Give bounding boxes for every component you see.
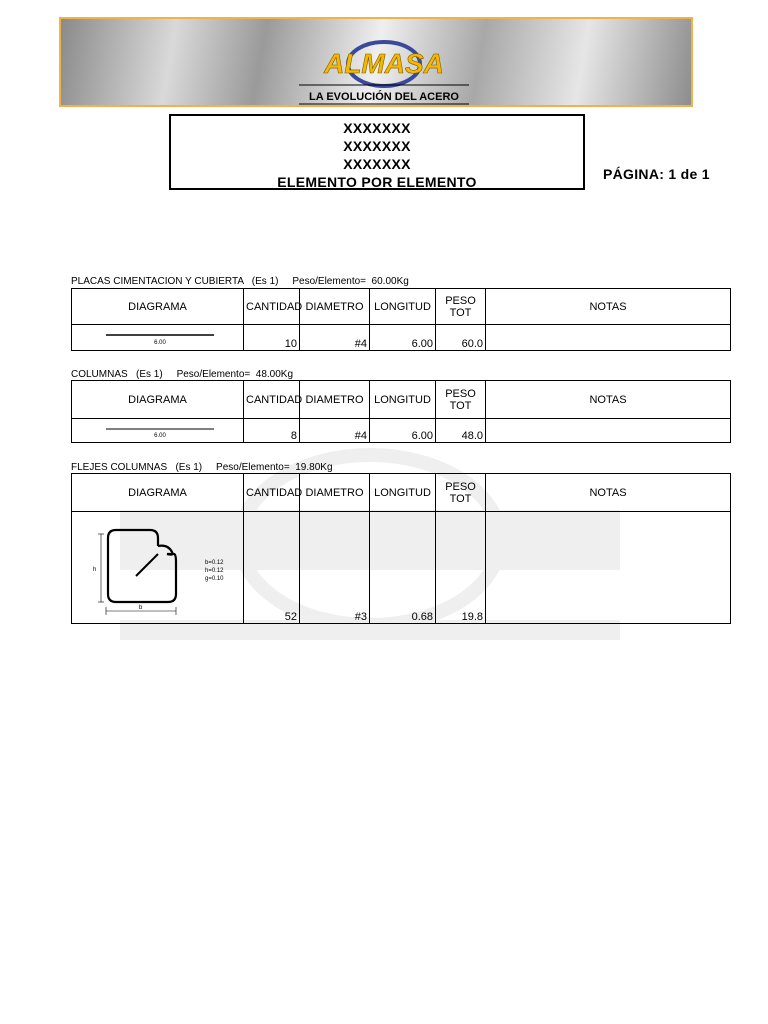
title-line-2: XXXXXXX (343, 138, 411, 154)
col-header-notas: NOTAS (486, 289, 731, 325)
cell-cantidad: 8 (244, 419, 300, 443)
cell-longitud: 0.68 (370, 512, 436, 624)
col-header-longitud: LONGITUD (370, 381, 436, 419)
straight-bar-drawing (74, 325, 246, 347)
dim-b: b=0.12 (205, 560, 224, 566)
cell-notas (486, 419, 731, 443)
stirrup-diagram (72, 512, 244, 624)
col-header-peso: PESO TOT (436, 474, 486, 512)
col-header-peso: PESO TOT (436, 381, 486, 419)
table-row (72, 512, 731, 624)
dim-h: h=0.12 (205, 568, 224, 574)
title-line-4: ELEMENTO POR ELEMENTO (277, 174, 477, 190)
cell-notas (486, 325, 731, 351)
cell-peso: 60.0 (436, 325, 486, 351)
cell-diametro: #4 (300, 325, 370, 351)
stirrup-drawing (72, 512, 248, 620)
bar-length-label: 6.00 (154, 340, 166, 346)
col-header-notas: NOTAS (486, 381, 731, 419)
dim-g: g=0.10 (205, 576, 224, 582)
title-line-1: XXXXXXX (343, 120, 411, 136)
col-header-longitud: LONGITUD (370, 289, 436, 325)
cell-notas (486, 512, 731, 624)
page-number: PÁGINA: 1 de 1 (603, 166, 710, 182)
table-row (72, 325, 731, 351)
cell-longitud: 6.00 (370, 419, 436, 443)
section-title-placas: PLACAS CIMENTACION Y CUBIERTA (Es 1) Peso/Elemento= 60.00Kg (71, 276, 409, 287)
bar-length-label: 6.00 (154, 433, 166, 439)
cell-diametro: #4 (300, 419, 370, 443)
col-header-longitud: LONGITUD (370, 474, 436, 512)
table-row (72, 419, 731, 443)
bar-diagram (72, 325, 244, 351)
col-header-cantidad: CANTIDAD (244, 381, 300, 419)
table-placas (71, 288, 731, 351)
cell-peso: 19.8 (436, 512, 486, 624)
bar-diagram (72, 419, 244, 443)
col-header-cantidad: CANTIDAD (244, 474, 300, 512)
header-banner (59, 17, 693, 107)
straight-bar-drawing (74, 419, 246, 439)
col-header-diagrama: DIAGRAMA (72, 381, 244, 419)
table-columnas (71, 380, 731, 443)
cell-cantidad: 52 (244, 512, 300, 624)
almasa-logo (299, 37, 469, 107)
logo-tagline: LA EVOLUCIÓN DEL ACERO (309, 91, 459, 103)
col-header-cantidad: CANTIDAD (244, 289, 300, 325)
col-header-diagrama: DIAGRAMA (72, 474, 244, 512)
cell-peso: 48.0 (436, 419, 486, 443)
cell-cantidad: 10 (244, 325, 300, 351)
table-flejes (71, 473, 731, 624)
cell-diametro: #3 (300, 512, 370, 624)
logo-text: ALMASA (324, 48, 444, 79)
col-header-notas: NOTAS (486, 474, 731, 512)
cell-longitud: 6.00 (370, 325, 436, 351)
b-label: b (139, 605, 143, 611)
col-header-diagrama: DIAGRAMA (72, 289, 244, 325)
document-title-box (169, 114, 585, 190)
section-title-flejes: FLEJES COLUMNAS (Es 1) Peso/Elemento= 19.80Kg (71, 462, 333, 473)
section-title-columnas: COLUMNAS (Es 1) Peso/Elemento= 48.00Kg (71, 369, 294, 380)
col-header-peso: PESO TOT (436, 289, 486, 325)
col-header-diametro: DIAMETRO (300, 381, 370, 419)
h-label: h (93, 567, 97, 573)
col-header-diametro: DIAMETRO (300, 289, 370, 325)
title-line-3: XXXXXXX (343, 156, 411, 172)
col-header-diametro: DIAMETRO (300, 474, 370, 512)
